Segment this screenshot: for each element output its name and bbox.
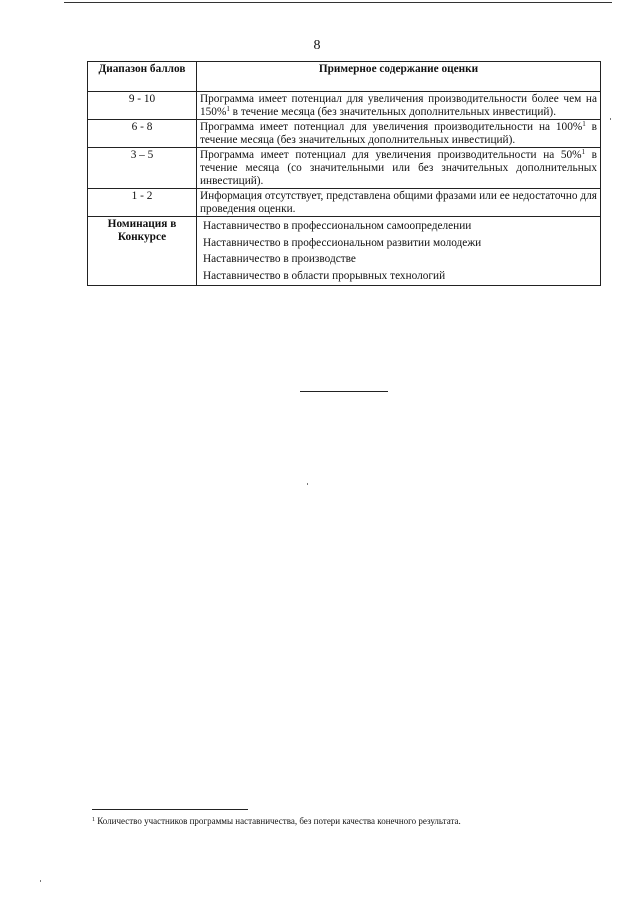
footnote-separator	[92, 809, 248, 810]
description-text: Программа имеет потенциал для увеличения производительности на 100%	[200, 121, 583, 134]
page-number: 8	[313, 38, 321, 53]
table-row	[88, 92, 601, 120]
description-text-continued: в течение месяца (со значительными или без значительных дополнительных инвестиций).	[200, 149, 597, 187]
footnote-text: Количество участников программы наставничества, без потери качества конечного результата.	[95, 816, 461, 826]
score-range-cell: 6 - 8	[88, 120, 197, 148]
assessment-description	[197, 148, 601, 189]
nomination-item: Наставничество в производстве	[203, 253, 356, 266]
score-range-cell: 3 – 5	[88, 148, 197, 189]
description-text: Программа имеет потенциал для увеличения производительности на 50%	[200, 149, 582, 162]
nomination-item: Наставничество в области прорывных технологий	[203, 269, 446, 282]
assessment-description	[197, 92, 601, 120]
nomination-list	[197, 217, 601, 286]
table-row	[88, 148, 601, 189]
table-header-row	[88, 62, 601, 92]
score-range-cell: 1 - 2	[88, 189, 197, 217]
end-of-section-rule	[300, 391, 388, 392]
footnote	[92, 816, 592, 827]
description-text: Информация отсутствует, представлена общими фразами или ее недостаточно для проведения оценки.	[200, 190, 597, 215]
nomination-item: Наставничество в профессиональном развитии молодежи	[203, 236, 482, 249]
scan-speck	[610, 118, 611, 120]
footnote-mark: 1	[226, 104, 230, 113]
nomination-row	[88, 217, 601, 286]
table-row	[88, 120, 601, 148]
scan-speck	[307, 483, 308, 485]
description-text: Программа имеет потенциал для увеличения производительности более чем на 150%	[200, 93, 597, 118]
description-text-continued: в течение месяца (без значительных дополнительных инвестиций).	[229, 105, 557, 118]
footnote-mark: 1	[582, 120, 586, 129]
table-row	[88, 189, 601, 217]
score-range-cell: 9 - 10	[88, 92, 197, 120]
grading-table	[87, 61, 601, 286]
footnote-mark: 1	[581, 148, 586, 157]
assessment-description	[197, 120, 601, 148]
description-text-continued: в течение месяца (без значительных дополнительных инвестиций).	[200, 121, 597, 146]
top-edge-rule	[64, 2, 612, 3]
footnote-mark: 1	[92, 817, 95, 823]
header-score-range: Диапазон баллов	[88, 62, 197, 92]
nomination-label: Номинация в Конкурсе	[88, 217, 197, 286]
assessment-description	[197, 189, 601, 217]
scan-speck	[40, 880, 41, 882]
nomination-item: Наставничество в профессиональном самоопределении	[203, 220, 472, 233]
header-assessment-content: Примерное содержание оценки	[197, 62, 601, 92]
